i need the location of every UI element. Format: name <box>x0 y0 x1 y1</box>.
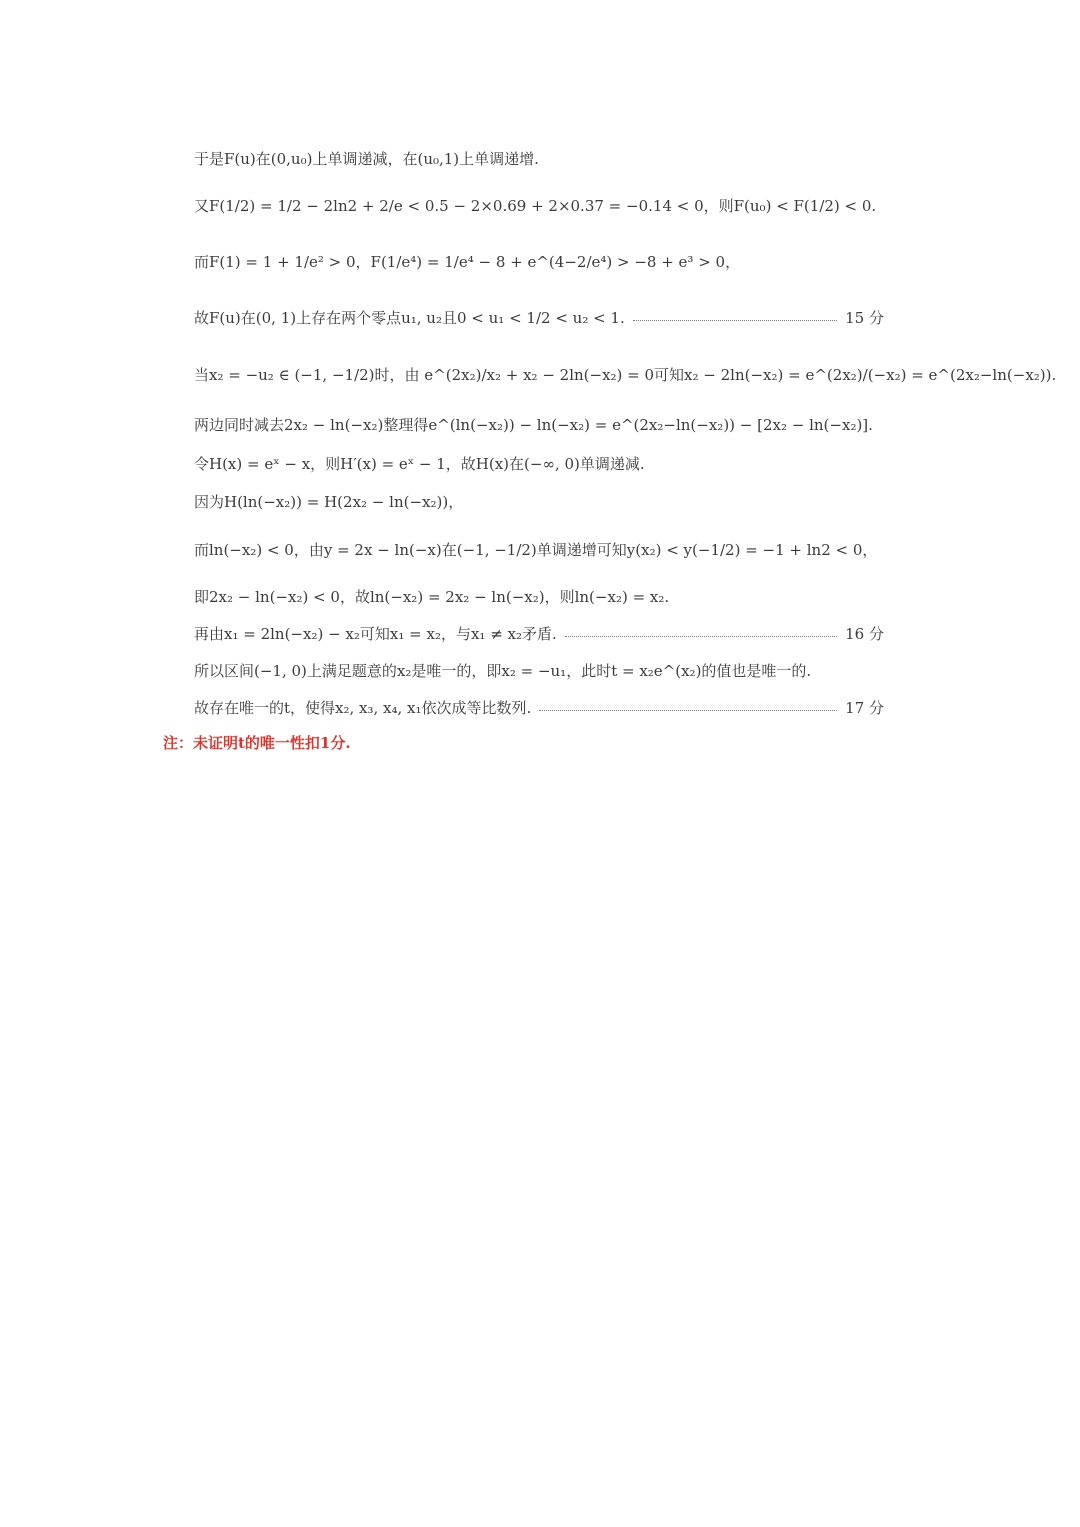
solution-line-10 <box>194 587 884 607</box>
solution-line-6 <box>194 415 884 435</box>
solution-line-7 <box>194 454 884 474</box>
solution-line-text: 两边同时减去2x₂ − ln(−x₂)整理得e^(ln(−x₂)) − ln(−x₂) = e^(2x₂−ln(−x₂)) − [2x₂ − ln(−x₂)]. <box>194 416 873 434</box>
solution-line-text: 故F(u)在(0, 1)上存在两个零点u₁, u₂且0 < u₁ < 1/2 < u₂ < 1. <box>194 309 625 327</box>
grading-note: 注：未证明t的唯一性扣1分. <box>163 734 351 752</box>
solution-line-11 <box>194 624 884 644</box>
solution-line-text: 所以区间(−1, 0)上满足题意的x₂是唯一的，即x₂ = −u₁，此时t = x₂e^(x₂)的值也是唯一的. <box>194 662 812 680</box>
solution-line-text: 而F(1) = 1 + 1/e² > 0，F(1/e⁴) = 1/e⁴ − 8 + e^(4−2/e⁴) > −8 + e³ > 0， <box>194 253 741 271</box>
solution-line-text: 因为H(ln(−x₂)) = H(2x₂ − ln(−x₂))， <box>194 493 464 511</box>
solution-line-text: 故存在唯一的t，使得x₂, x₃, x₄, x₁依次成等比数列. <box>194 699 532 717</box>
solution-line-1 <box>194 149 884 169</box>
score-label: 15 分 <box>845 309 884 327</box>
dot-leader <box>539 710 837 711</box>
solution-line-4 <box>194 308 884 328</box>
solution-line-text: 令H(x) = eˣ − x，则H′(x) = eˣ − 1，故H(x)在(−∞, 0)单调递减. <box>194 455 645 473</box>
solution-line-8 <box>194 492 884 512</box>
solution-line-13 <box>194 698 884 718</box>
solution-line-text: 再由x₁ = 2ln(−x₂) − x₂可知x₁ = x₂，与x₁ ≠ x₂矛盾. <box>194 625 557 643</box>
dot-leader <box>565 636 837 637</box>
solution-line-text: 而ln(−x₂) < 0，由y = 2x − ln(−x)在(−1, −1/2)单调递增可知y(x₂) < y(−1/2) = −1 + ln2 < 0， <box>194 541 878 559</box>
solution-line-text: 即2x₂ − ln(−x₂) < 0，故ln(−x₂) = 2x₂ − ln(−x₂)，则ln(−x₂) = x₂. <box>194 588 670 606</box>
solution-line-text: 于是F(u)在(0,u₀)上单调递减，在(u₀,1)上单调递增. <box>194 150 539 168</box>
solution-line-12 <box>194 661 884 681</box>
dot-leader <box>633 320 837 321</box>
solution-line-text: 又F(1/2) = 1/2 − 2ln2 + 2/e < 0.5 − 2×0.69 + 2×0.37 = −0.14 < 0，则F(u₀) < F(1/2) < 0. <box>194 197 877 215</box>
score-label: 17 分 <box>845 699 884 717</box>
score-label: 16 分 <box>845 625 884 643</box>
solution-line-9 <box>194 540 884 560</box>
solution-line-3 <box>194 252 884 272</box>
solution-line-2 <box>194 196 884 216</box>
solution-line-text: 当x₂ = −u₂ ∈ (−1, −1/2)时，由 e^(2x₂)/x₂ + x₂ − 2ln(−x₂) = 0可知x₂ − 2ln(−x₂) = e^(2x₂)/(−x₂) = e^(2x₂−ln(−x₂)). <box>194 366 1057 384</box>
solution-line-5 <box>194 365 1057 385</box>
